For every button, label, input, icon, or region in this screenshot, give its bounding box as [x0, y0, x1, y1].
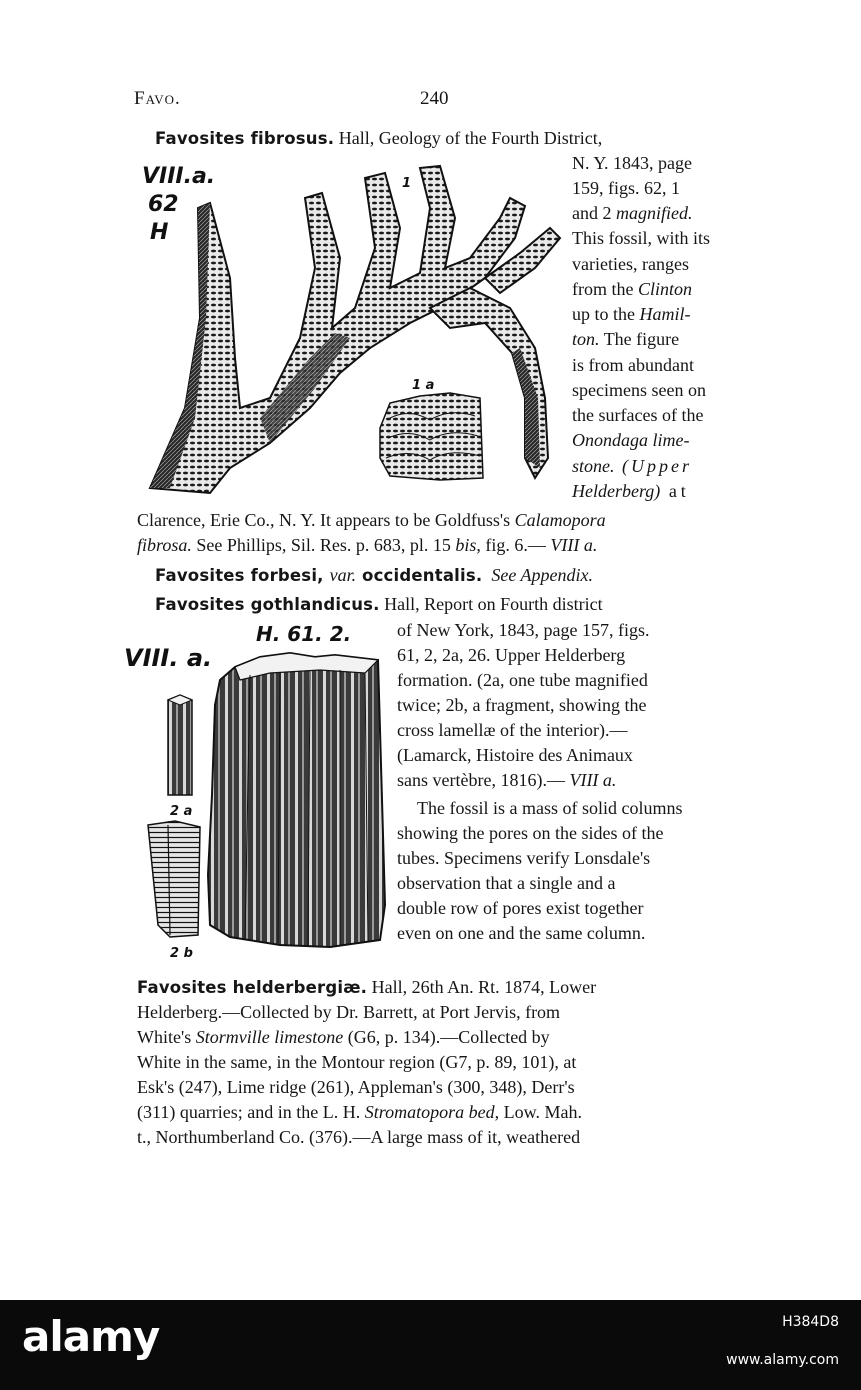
fibrosus-text: the surfaces of the — [572, 405, 704, 425]
gothlandicus-text: observation that a single and a — [397, 873, 616, 893]
watermark-url: www.alamy.com — [726, 1352, 839, 1368]
gothlandicus-text: even on one and the same column. — [397, 923, 646, 943]
fibrosus-text: N. Y. 1843, page — [572, 153, 692, 173]
gothlandicus-text: cross lamellæ of the interior).— — [397, 720, 628, 740]
fig2-label-2b: 2 b — [170, 946, 193, 961]
running-header-section: Favo. — [134, 88, 181, 109]
watermark-image-id: H384D8 — [782, 1314, 839, 1330]
gothlandicus-text: 61, 2, 2a, 26. Upper Helderberg — [397, 645, 626, 665]
watermark-logo: alamy — [22, 1312, 160, 1361]
helderbergiae-text: t., Northumberland Co. (376).—A large mass of it, weathered — [137, 1127, 581, 1147]
fibrosus-text: Onondaga lime- — [572, 430, 690, 450]
entry-forbesi: Favosites forbesi, var. occidentalis. See Appendix. — [155, 565, 594, 585]
fibrosus-text: and 2 magnified. — [572, 203, 693, 223]
helderbergiae-text: White in the same, in the Montour region (G7, p. 89, 101), at — [137, 1052, 577, 1072]
fibrosus-text: up to the Hamil- — [572, 304, 691, 324]
entry-gothlandicus-line1: Favosites gothlandicus. Hall, Report on Fourth district — [155, 594, 603, 614]
fibrosus-text: varieties, ranges — [572, 254, 689, 274]
fibrosus-text: is from abundant — [572, 355, 694, 375]
fibrosus-text: Helderberg) at — [572, 481, 690, 501]
fig1-label-1: 1 — [402, 176, 412, 191]
species-name-fibrosus: Favosites fibrosus. — [155, 129, 335, 148]
gothlandicus-text: (Lamarck, Histoire des Animaux — [397, 745, 633, 765]
fig1-label-number: 62 — [148, 192, 179, 217]
gothlandicus-text: sans vertèbre, 1816).— VIII a. — [397, 770, 617, 790]
figure-favosites-fibrosus — [140, 158, 570, 498]
gothlandicus-text: The fossil is a mass of solid columns — [417, 798, 683, 818]
fibrosus-text: ton. The figure — [572, 329, 680, 349]
gothlandicus-text: of New York, 1843, page 157, figs. — [397, 620, 650, 640]
fibrosus-text: This fossil, with its — [572, 228, 711, 248]
watermark-bar — [0, 1300, 861, 1390]
species-name-gothlandicus: Favosites gothlandicus. — [155, 595, 380, 614]
page-number: 240 — [420, 88, 449, 109]
helderbergiae-text: White's Stormville limestone (G6, p. 134).—Collected by — [137, 1027, 550, 1047]
fibrosus-text: specimens seen on — [572, 380, 706, 400]
gothlandicus-text: double row of pores exist together — [397, 898, 644, 918]
fig2-label-h61: H. 61. 2. — [256, 622, 352, 646]
helderbergiae-text: (311) quarries; and in the L. H. Stromatopora bed, Low. Mah. — [137, 1102, 582, 1122]
fibrosus-text: 159, figs. 62, 1 — [572, 178, 680, 198]
fig1-label-viii: VIII.a. — [142, 164, 216, 189]
fibrosus-text: from the Clinton — [572, 279, 692, 299]
fig1-label-1a: 1 a — [412, 378, 435, 393]
fig2-label-viii: VIII. a. — [124, 644, 213, 672]
helderbergiae-text: Esk's (247), Lime ridge (261), Appleman's (300, 348), Derr's — [137, 1077, 575, 1097]
gothlandicus-text: twice; 2b, a fragment, showing the — [397, 695, 647, 715]
fig2-label-2a: 2 a — [170, 804, 193, 819]
entry-helderbergiae-line1: Favosites helderbergiæ. Hall, 26th An. Rt. 1874, Lower — [137, 977, 597, 997]
helderbergiae-text: Helderberg.—Collected by Dr. Barrett, at Port Jervis, from — [137, 1002, 561, 1022]
fig1-label-h: H — [150, 220, 169, 245]
species-name-helderbergiae: Favosites helderbergiæ. — [137, 978, 368, 997]
species-name-forbesi: Favosites forbesi, — [155, 566, 330, 585]
gothlandicus-text: showing the pores on the sides of the — [397, 823, 664, 843]
gothlandicus-text: tubes. Specimens verify Lonsdale's — [397, 848, 651, 868]
entry-fibrosus-line1: Favosites fibrosus. Hall, Geology of the Fourth District, — [155, 128, 603, 148]
gothlandicus-text: formation. (2a, one tube magnified — [397, 670, 648, 690]
fibrosus-text: fibrosa. See Phillips, Sil. Res. p. 683, pl. 15 bis, fig. 6.— VIII a. — [137, 535, 598, 555]
fibrosus-text: stone. (Upper — [572, 456, 692, 476]
fibrosus-text: Clarence, Erie Co., N. Y. It appears to be Goldfuss's Calamopora — [137, 510, 606, 530]
